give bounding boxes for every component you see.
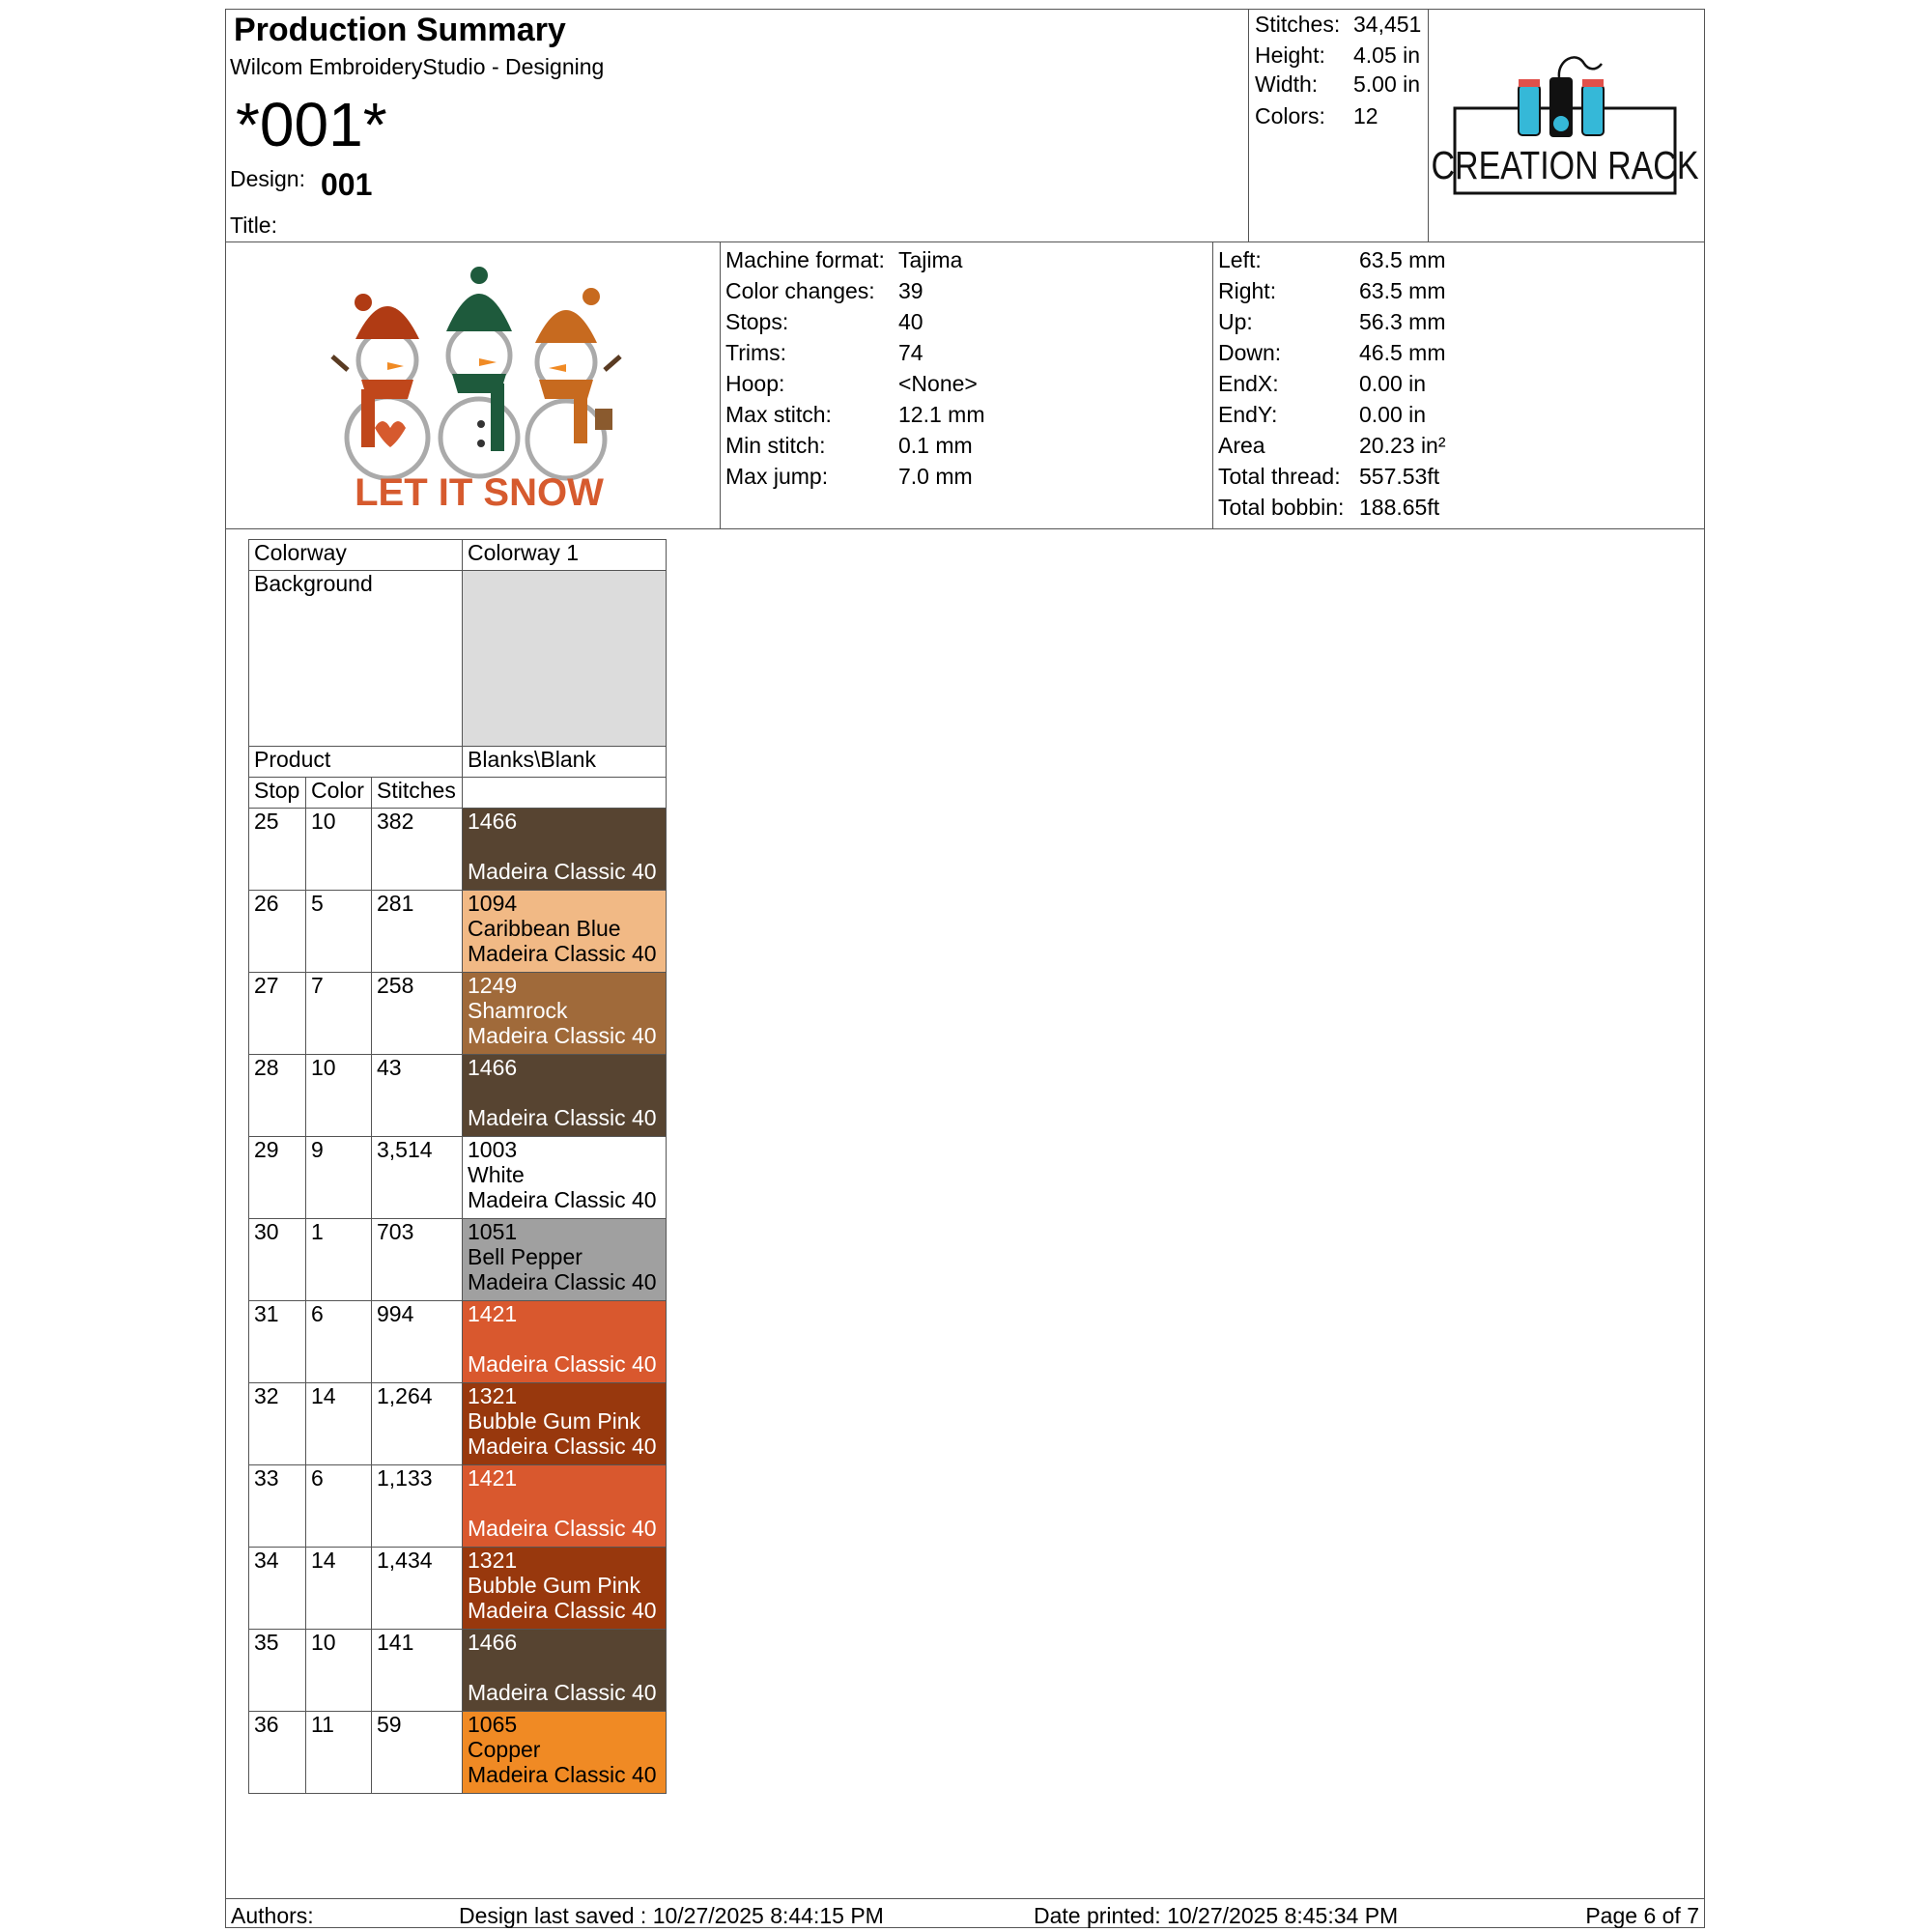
machine-setting-label: Trims: [725, 340, 787, 365]
machine-setting-label: Machine format: [725, 247, 885, 272]
machine-setting-label: Max stitch: [725, 402, 832, 427]
thread-name: Bubble Gum Pink [468, 1408, 640, 1434]
footer-last-saved: Design last saved : 10/27/2025 8:44:15 PM [459, 1903, 884, 1928]
thread-swatch [463, 1712, 667, 1794]
cell-stop: 26 [249, 891, 306, 973]
thread-swatch [463, 1548, 667, 1630]
cell-color: 7 [306, 973, 372, 1055]
divider [226, 528, 1704, 529]
cell-color: 11 [306, 1712, 372, 1794]
machine-setting-value: 7.0 mm [898, 464, 973, 489]
thread-swatch [463, 1055, 667, 1137]
logo-text: CREATION RACK [1431, 143, 1699, 187]
extent-value: 63.5 mm [1359, 278, 1446, 303]
table-row [249, 1630, 667, 1712]
divider [720, 242, 721, 529]
cell-stop: 27 [249, 973, 306, 1055]
cell-stitches: 281 [372, 891, 463, 973]
product-value: Blanks\Blank [463, 747, 667, 778]
app-name: Wilcom EmbroideryStudio - Designing [230, 54, 605, 79]
table-row [249, 1383, 667, 1465]
extent-value: 0.00 in [1359, 402, 1427, 427]
colors-label: Colors: [1255, 103, 1325, 128]
thread-name [468, 1655, 661, 1680]
table-row [249, 1301, 667, 1383]
extent-value: 63.5 mm [1359, 247, 1446, 272]
thread-brand: Madeira Classic 40 [468, 1105, 657, 1130]
extent-value: 557.53ft [1359, 464, 1440, 489]
divider [1428, 10, 1429, 242]
thread-swatch [463, 1383, 667, 1465]
preview-caption: LET IT SNOW [355, 471, 604, 514]
thread-name [468, 834, 661, 859]
colorway-name: Colorway 1 [463, 540, 667, 571]
thread-brand: Madeira Classic 40 [468, 1434, 657, 1459]
thread-name: Caribbean Blue [468, 916, 621, 941]
col-stitches-header: Stitches [372, 778, 463, 809]
thread-code: 1003 [468, 1137, 518, 1162]
extent-label: Total thread: [1218, 464, 1341, 489]
extent-label: Left: [1218, 247, 1262, 272]
cell-color: 9 [306, 1137, 372, 1219]
thread-name [468, 1080, 661, 1105]
cell-stitches: 703 [372, 1219, 463, 1301]
thread-name [468, 1326, 661, 1351]
cell-stitches: 1,434 [372, 1548, 463, 1630]
cell-stitches: 994 [372, 1301, 463, 1383]
product-label: Product [249, 747, 463, 778]
thread-name: Shamrock [468, 998, 568, 1023]
cell-stop: 25 [249, 809, 306, 891]
cell-stitches: 258 [372, 973, 463, 1055]
col-swatch-header [463, 778, 667, 809]
production-summary-sheet [225, 9, 1705, 1928]
cell-stop: 36 [249, 1712, 306, 1794]
machine-setting-value: 12.1 mm [898, 402, 985, 427]
design-label: Design: [230, 166, 305, 191]
cell-color: 10 [306, 1630, 372, 1712]
divider [1248, 10, 1249, 242]
thread-swatch [463, 891, 667, 973]
thread-code: 1466 [468, 1055, 518, 1080]
height-value: 4.05 in [1353, 43, 1421, 68]
extent-label: EndX: [1218, 371, 1279, 396]
extent-value: 46.5 mm [1359, 340, 1446, 365]
thread-code: 1321 [468, 1548, 518, 1573]
design-value: 001 [321, 167, 373, 202]
col-color-header: Color [306, 778, 372, 809]
machine-setting-value: 74 [898, 340, 923, 365]
snowmen-preview-icon [334, 264, 624, 515]
cell-color: 5 [306, 891, 372, 973]
thread-code: 1421 [468, 1301, 518, 1326]
cell-stitches: 43 [372, 1055, 463, 1137]
title-label: Title: [230, 213, 277, 238]
extent-label: Up: [1218, 309, 1253, 334]
thread-swatch [463, 1465, 667, 1548]
cell-stop: 30 [249, 1219, 306, 1301]
cell-stop: 31 [249, 1301, 306, 1383]
thread-code: 1094 [468, 891, 518, 916]
page-title: Production Summary [234, 12, 566, 48]
machine-setting-value: Tajima [898, 247, 963, 272]
cell-color: 14 [306, 1383, 372, 1465]
table-row [249, 1137, 667, 1219]
extent-label: Total bobbin: [1218, 495, 1345, 520]
thread-code: 1466 [468, 809, 518, 834]
table-row [249, 1712, 667, 1794]
machine-setting-value: 0.1 mm [898, 433, 973, 458]
cell-stop: 29 [249, 1137, 306, 1219]
table-row [249, 1548, 667, 1630]
stitches-value: 34,451 [1353, 12, 1422, 37]
table-row [249, 891, 667, 973]
thread-name: Bubble Gum Pink [468, 1573, 640, 1598]
thread-swatch [463, 1301, 667, 1383]
machine-setting-value: 39 [898, 278, 923, 303]
table-row [249, 809, 667, 891]
background-swatch [463, 571, 667, 747]
width-value: 5.00 in [1353, 71, 1421, 97]
extent-label: Area [1218, 433, 1265, 458]
extent-value: 20.23 in² [1359, 433, 1446, 458]
cell-stitches: 1,133 [372, 1465, 463, 1548]
cell-color: 10 [306, 809, 372, 891]
thread-brand: Madeira Classic 40 [468, 1762, 657, 1787]
thread-brand: Madeira Classic 40 [468, 859, 657, 884]
footer-page-number: Page 6 of 7 [1585, 1903, 1699, 1928]
cell-color: 6 [306, 1301, 372, 1383]
thread-brand: Madeira Classic 40 [468, 1351, 657, 1377]
cell-stop: 28 [249, 1055, 306, 1137]
cell-stop: 33 [249, 1465, 306, 1548]
table-row [249, 1055, 667, 1137]
footer-date-printed: Date printed: 10/27/2025 8:45:34 PM [1034, 1903, 1399, 1928]
divider [1212, 242, 1213, 529]
thread-brand: Madeira Classic 40 [468, 941, 657, 966]
colorway-table [248, 539, 667, 1794]
background-label: Background [249, 571, 463, 747]
machine-setting-label: Color changes: [725, 278, 875, 303]
col-stop-header: Stop [249, 778, 306, 809]
thread-name: Bell Pepper [468, 1244, 582, 1269]
thread-name: Copper [468, 1737, 541, 1762]
thread-name: White [468, 1162, 525, 1187]
machine-setting-label: Hoop: [725, 371, 785, 396]
cell-stop: 32 [249, 1383, 306, 1465]
footer-authors: Authors: [231, 1903, 314, 1928]
cell-stitches: 382 [372, 809, 463, 891]
table-row [249, 1465, 667, 1548]
thread-brand: Madeira Classic 40 [468, 1187, 657, 1212]
cell-stitches: 1,264 [372, 1383, 463, 1465]
cell-stitches: 141 [372, 1630, 463, 1712]
machine-setting-label: Max jump: [725, 464, 829, 489]
thread-brand: Madeira Classic 40 [468, 1023, 657, 1048]
cell-color: 1 [306, 1219, 372, 1301]
extent-label: EndY: [1218, 402, 1278, 427]
cell-color: 14 [306, 1548, 372, 1630]
design-barcode-text: *001* [236, 90, 387, 159]
extent-label: Right: [1218, 278, 1277, 303]
thread-brand: Madeira Classic 40 [468, 1269, 657, 1294]
cell-color: 6 [306, 1465, 372, 1548]
thread-code: 1421 [468, 1465, 518, 1491]
thread-code: 1466 [468, 1630, 518, 1655]
cell-stop: 34 [249, 1548, 306, 1630]
thread-code: 1321 [468, 1383, 518, 1408]
thread-swatch [463, 973, 667, 1055]
cell-stop: 35 [249, 1630, 306, 1712]
cell-stitches: 59 [372, 1712, 463, 1794]
colors-value: 12 [1353, 103, 1378, 128]
stitches-label: Stitches: [1255, 12, 1341, 37]
extent-value: 0.00 in [1359, 371, 1427, 396]
thread-swatch [463, 1219, 667, 1301]
extent-value: 188.65ft [1359, 495, 1440, 520]
divider [226, 1898, 1704, 1899]
creation-rack-logo-icon [1431, 50, 1699, 197]
thread-swatch [463, 809, 667, 891]
thread-swatch [463, 1630, 667, 1712]
thread-code: 1065 [468, 1712, 518, 1737]
thread-swatch [463, 1137, 667, 1219]
colorway-label: Colorway [249, 540, 463, 571]
extent-value: 56.3 mm [1359, 309, 1446, 334]
thread-brand: Madeira Classic 40 [468, 1516, 657, 1541]
extent-label: Down: [1218, 340, 1282, 365]
table-row [249, 973, 667, 1055]
thread-brand: Madeira Classic 40 [468, 1598, 657, 1623]
thread-name [468, 1491, 661, 1516]
thread-brand: Madeira Classic 40 [468, 1680, 657, 1705]
thread-code: 1249 [468, 973, 518, 998]
thread-code: 1051 [468, 1219, 518, 1244]
cell-stitches: 3,514 [372, 1137, 463, 1219]
machine-setting-value: 40 [898, 309, 923, 334]
machine-setting-label: Min stitch: [725, 433, 826, 458]
width-label: Width: [1255, 71, 1319, 97]
height-label: Height: [1255, 43, 1325, 68]
machine-setting-value: <None> [898, 371, 978, 396]
cell-color: 10 [306, 1055, 372, 1137]
table-row [249, 1219, 667, 1301]
machine-setting-label: Stops: [725, 309, 789, 334]
